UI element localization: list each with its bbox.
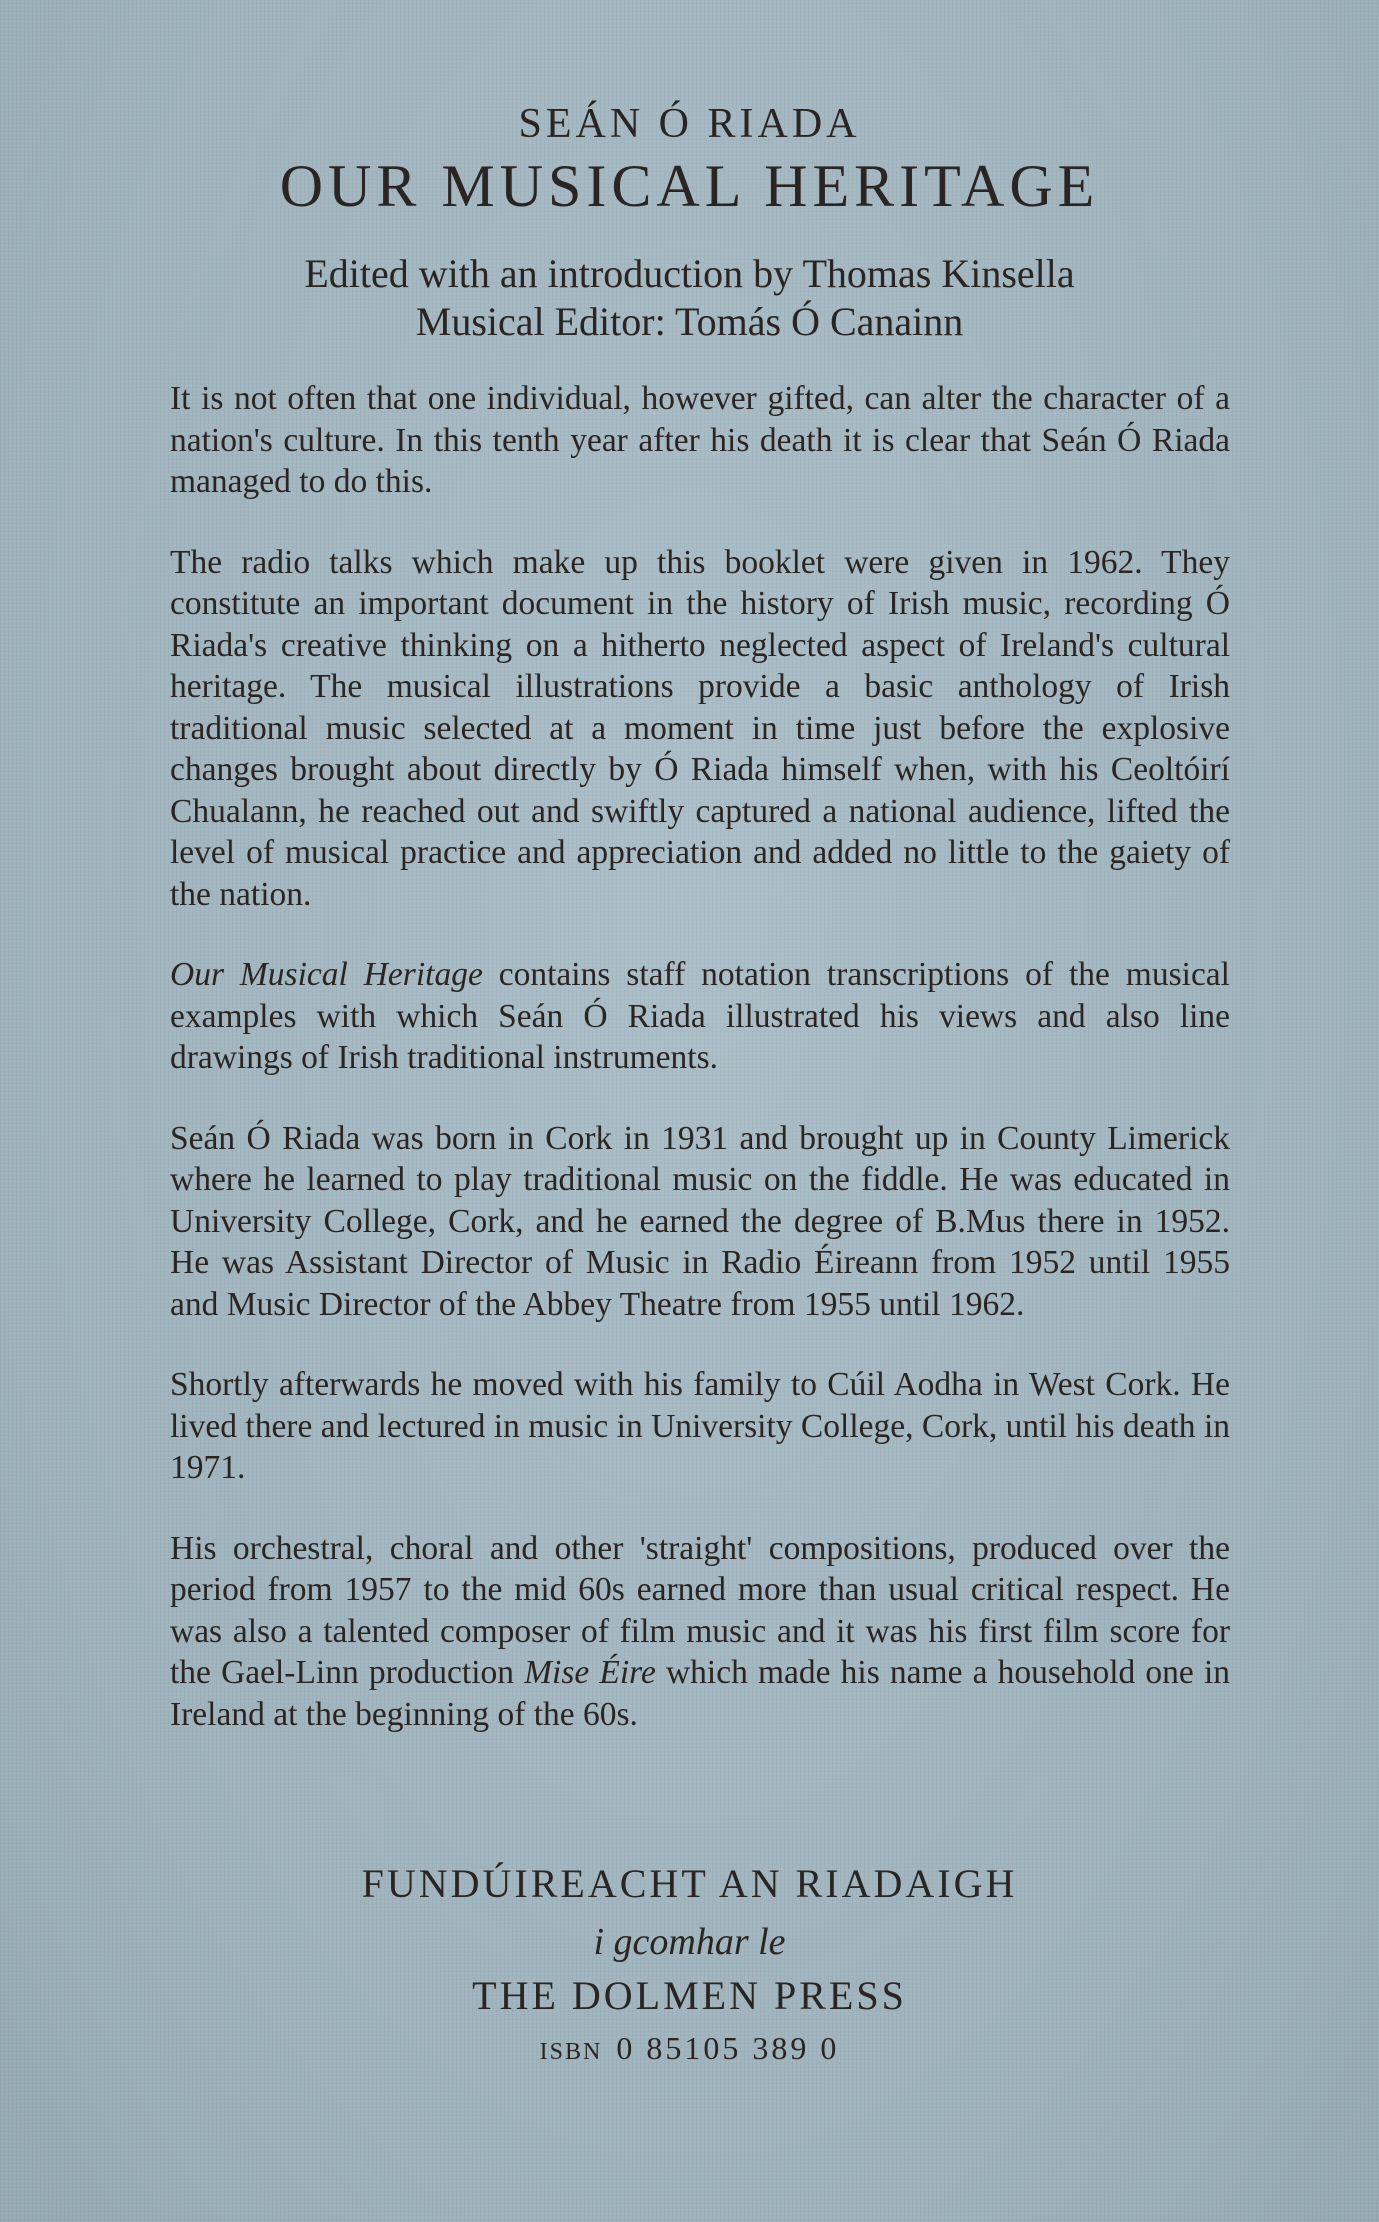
paragraph-intro: It is not often that one individual, however gifted, can alter the character of a nation's culture. In this tenth year after his death it is clear that Seán Ó Riada managed to do this. bbox=[170, 380, 1230, 500]
film-title-italic: Mise Éire bbox=[524, 1654, 656, 1691]
paragraph-biography: Seán Ó Riada was born in Cork in 1931 and brought up in County Limerick where he learned to play traditional music on the fiddle. He was educated in University College, Cork, and he earned the degree of B.Mus there in 1952. He was Assistant Director of Music in Radio Éireann from 1952 until 1955 and Music Director of the Abbey Theatre from 1955 until 1962. bbox=[170, 1119, 1230, 1323]
editor-line: Edited with an introduction by Thomas Kinsella bbox=[304, 251, 1075, 296]
paragraph-compositions-start: His orchestral, choral and other 'straight' compositions, produced over the period from 1957 to the mid 60s earned more than usual critical respect. He was also a talented composer of film music and it was his first film score for the Gael-Linn production bbox=[170, 1529, 1230, 1691]
musical-editor-line: Musical Editor: Tomás Ó Canainn bbox=[415, 299, 964, 344]
paragraph-later-life: Shortly afterwards he moved with his family to Cúil Aodha in West Cork. He lived there and lectured in music in University College, Cork, until his death in 1971. bbox=[170, 1366, 1230, 1486]
isbn-number: 0 85105 389 0 bbox=[616, 2030, 840, 2066]
paragraph-compositions-end: which made his name a household one in Ireland at the beginning of the 60s. bbox=[170, 1654, 1230, 1733]
publisher-name: THE DOLMEN PRESS bbox=[472, 1973, 907, 2018]
paragraph-contents-text: contains staff notation transcriptions of the musical examples with which Seán Ó Riada illustrated his views and also line drawings of Irish traditional instruments. bbox=[170, 956, 1230, 1076]
book-title-italic: Our Musical Heritage bbox=[170, 956, 483, 993]
blurb-text bbox=[170, 378, 1230, 1774]
foundation-name: FUNDÚIREACHT AN RIADAIGH bbox=[361, 1861, 1018, 1906]
paragraph-contents bbox=[170, 954, 1230, 1079]
paragraph-radio-talks: The radio talks which make up this booklet were given in 1962. They constitute an important document in the history of Irish music, recording Ó Riada's creative thinking on a hitherto neglected aspect of Ireland's cultural heritage. The musical illustrations provide a basic anthology of Irish traditional music selected at a moment in time just before the explosive changes brought about directly by Ó Riada himself when, with his Ceoltóirí Chualann, he reached out and swiftly captured a national audience, lifted the level of musical practice and appreciation and added no little to the gaiety of the nation. bbox=[170, 543, 1230, 913]
paragraph-compositions bbox=[170, 1528, 1230, 1736]
author-name: SEÁN Ó RIADA bbox=[518, 101, 861, 147]
collaboration-line: i gcomhar le bbox=[593, 1921, 786, 1963]
isbn-label: ISBN bbox=[539, 2039, 603, 2065]
editor-credits bbox=[0, 250, 1379, 346]
isbn-line bbox=[0, 2030, 1379, 2067]
book-title: OUR MUSICAL HERITAGE bbox=[279, 153, 1100, 219]
